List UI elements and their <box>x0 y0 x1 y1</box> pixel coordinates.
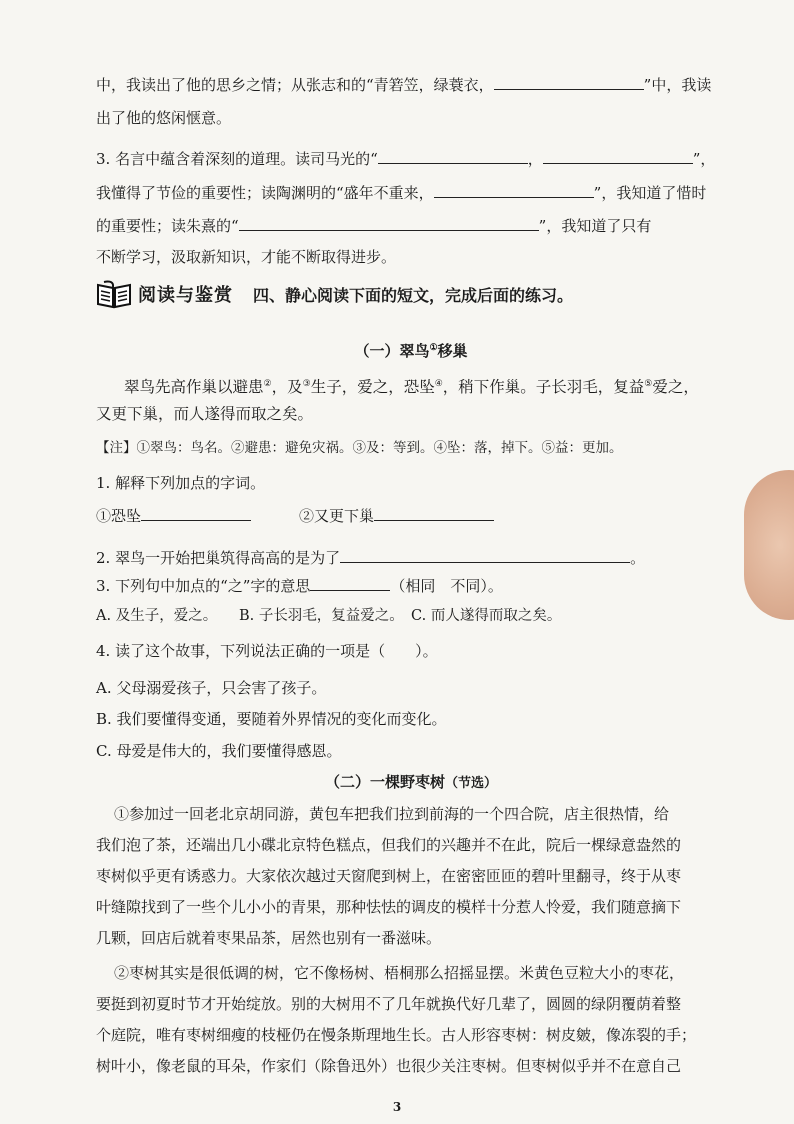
p1-question-4 <box>96 640 726 662</box>
p1-question-2 <box>96 547 726 569</box>
answer-blank[interactable] <box>374 506 494 521</box>
passage-2-line <box>96 962 726 984</box>
fill-text: 中，我读出了他的思乡之情；从张志和的“青箬笠，绿蓑衣， <box>96 76 494 94</box>
fill-line-2 <box>96 107 726 129</box>
passage-2-title <box>96 771 726 795</box>
fill-text: 不断学习，汲取新知识，才能不断取得进步。 <box>96 248 397 266</box>
open-book-icon <box>96 279 132 309</box>
item-text: ②又更下巢 <box>299 507 375 525</box>
question-text: 1. 解释下列加点的字词。 <box>96 474 266 492</box>
passage-text: ，及 <box>271 378 303 397</box>
passage-text: 爱之， <box>652 378 699 397</box>
question-text: 4. 读了这个故事，下列说法正确的一项是（ ）。 <box>96 642 438 660</box>
passage-text: ①参加过一回老北京胡同游，黄包车把我们拉到前海的一个四合院，店主很热情，给 <box>114 805 670 823</box>
section-title: 四、静心阅读下面的短文，完成后面的练习。 <box>253 285 574 305</box>
answer-blank[interactable] <box>494 75 644 90</box>
fill-line-5 <box>96 215 726 237</box>
section-label: 阅读与鉴赏 <box>138 285 233 306</box>
passage-1-text <box>96 373 726 398</box>
passage-2-line <box>96 865 726 887</box>
passage-2-line <box>96 993 726 1015</box>
p1-question-3 <box>96 575 726 597</box>
title-text: （二）一棵野枣树 <box>324 773 445 791</box>
question-text: （相同 不同）。 <box>390 577 503 595</box>
passage-text: 个庭院，唯有枣树细瘦的枝桠仍在慢条斯理地生长。古人形容枣树：树皮皴，像冻裂的手； <box>96 1026 697 1044</box>
p1-q4-option-b <box>96 708 726 730</box>
passage-2-line <box>96 834 726 856</box>
passage-2-line <box>96 1055 726 1077</box>
option-text: A. 父母溺爱孩子，只会害了孩子。 <box>96 679 327 697</box>
punctuation: 。 <box>630 549 646 567</box>
passage-2-line <box>96 1024 726 1046</box>
passage-text: 叶缝隙找到了一些个儿小小的青果，那种怯怯的调皮的模样十分惹人怜爱，我们随意摘下 <box>96 898 682 916</box>
title-text: 移巢 <box>437 342 468 360</box>
footnote-marker: ④ <box>434 379 443 389</box>
fill-text: 出了他的悠闲惬意。 <box>96 109 232 127</box>
footnote-marker: ② <box>263 379 272 389</box>
section-header <box>96 272 726 316</box>
passage-1-title <box>96 337 726 362</box>
passage-text: 要挺到初夏时节才开始绽放。别的大树用不了几年就换代好几辈了，圆圆的绿阴覆荫着整 <box>96 995 682 1013</box>
p1-q4-option-c <box>96 740 726 762</box>
p1-q4-option-a <box>96 677 726 699</box>
passage-2-line <box>96 927 726 949</box>
passage-text: 我们泡了茶，还端出几小碟北京特色糕点，但我们的兴趣并不在此，院后一棵绿意盎然的 <box>96 836 682 854</box>
fill-text: ”，我知道了惜时 <box>593 184 707 202</box>
fill-line-1 <box>96 74 726 96</box>
page-number: 3 <box>392 1100 402 1114</box>
answer-blank[interactable] <box>434 183 594 198</box>
answer-blank[interactable] <box>239 216 539 231</box>
passage-text: ②枣树其实是很低调的树，它不像杨树、梧桐那么招摇显摆。米黄色豆粒大小的枣花， <box>114 964 685 982</box>
fill-line-4 <box>96 182 726 204</box>
question-text: 3. 名言中蕴含着深刻的道理。读司马光的“ <box>96 150 378 168</box>
passage-2-line <box>96 803 726 825</box>
title-text: （一）翠鸟 <box>354 342 430 360</box>
footnote-marker: ③ <box>302 379 311 389</box>
question-3 <box>96 148 726 170</box>
fill-text: ”中，我读 <box>643 76 712 94</box>
item-text: ①恐坠 <box>96 507 142 525</box>
options-text: A. 及生子，爱之。 B. 子长羽毛，复益爱之。 C. 而人遂得而取之矣。 <box>96 608 562 624</box>
note-text: 【注】①翠鸟：鸟名。②避患：避免灾祸。③及：等到。④坠：落，掉下。⑤益：更加。 <box>96 440 623 456</box>
title-note: （节选） <box>445 776 498 791</box>
passage-2-line <box>96 896 726 918</box>
option-text: C. 母爱是伟大的，我们要懂得感恩。 <box>96 742 342 760</box>
passage-1-text-cont <box>96 403 726 425</box>
passage-1-notes <box>96 437 726 459</box>
punctuation: ”， <box>692 150 716 168</box>
passage-text: 又更下巢，而人遂得而取之矣。 <box>96 405 314 423</box>
p1-question-3-options <box>96 605 726 627</box>
punctuation: ， <box>527 150 543 168</box>
p1-question-1 <box>96 472 726 494</box>
passage-text: 几颗，回店后就着枣果品茶，居然也别有一番滋味。 <box>96 929 442 947</box>
p1-question-1-items <box>96 505 726 527</box>
answer-blank[interactable] <box>141 506 251 521</box>
passage-text: 生子，爱之，恐坠 <box>310 378 435 397</box>
answer-blank[interactable] <box>543 149 693 164</box>
answer-blank[interactable] <box>310 576 390 591</box>
passage-text: 树叶小，像老鼠的耳朵，作家们（除鲁迅外）也很少关注枣树。但枣树似乎并不在意自己 <box>96 1057 682 1075</box>
footnote-marker: ① <box>429 343 438 353</box>
question-text: 2. 翠鸟一开始把巢筑得高高的是为了 <box>96 549 341 567</box>
question-text: 3. 下列句中加点的“之”字的意思 <box>96 577 311 595</box>
fill-text: 我懂得了节俭的重要性；读陶渊明的“盛年不重来， <box>96 184 434 202</box>
answer-blank[interactable] <box>340 548 630 563</box>
answer-blank[interactable] <box>378 149 528 164</box>
thumb-photo-artifact <box>744 470 794 620</box>
footnote-marker: ⑤ <box>644 379 653 389</box>
fill-line-6 <box>96 246 726 268</box>
passage-text: 枣树似乎更有诱惑力。大家依次越过天窗爬到树上，在密密匝匝的碧叶里翻寻，终于从枣 <box>96 867 682 885</box>
option-text: B. 我们要懂得变通，要随着外界情况的变化而变化。 <box>96 710 447 728</box>
passage-text: 翠鸟先高作巢以避患 <box>124 378 264 397</box>
fill-text: 的重要性；读朱熹的“ <box>96 217 239 235</box>
passage-text: ，稍下作巢。子长羽毛，复益 <box>442 378 645 397</box>
fill-text: ”，我知道了只有 <box>538 217 652 235</box>
